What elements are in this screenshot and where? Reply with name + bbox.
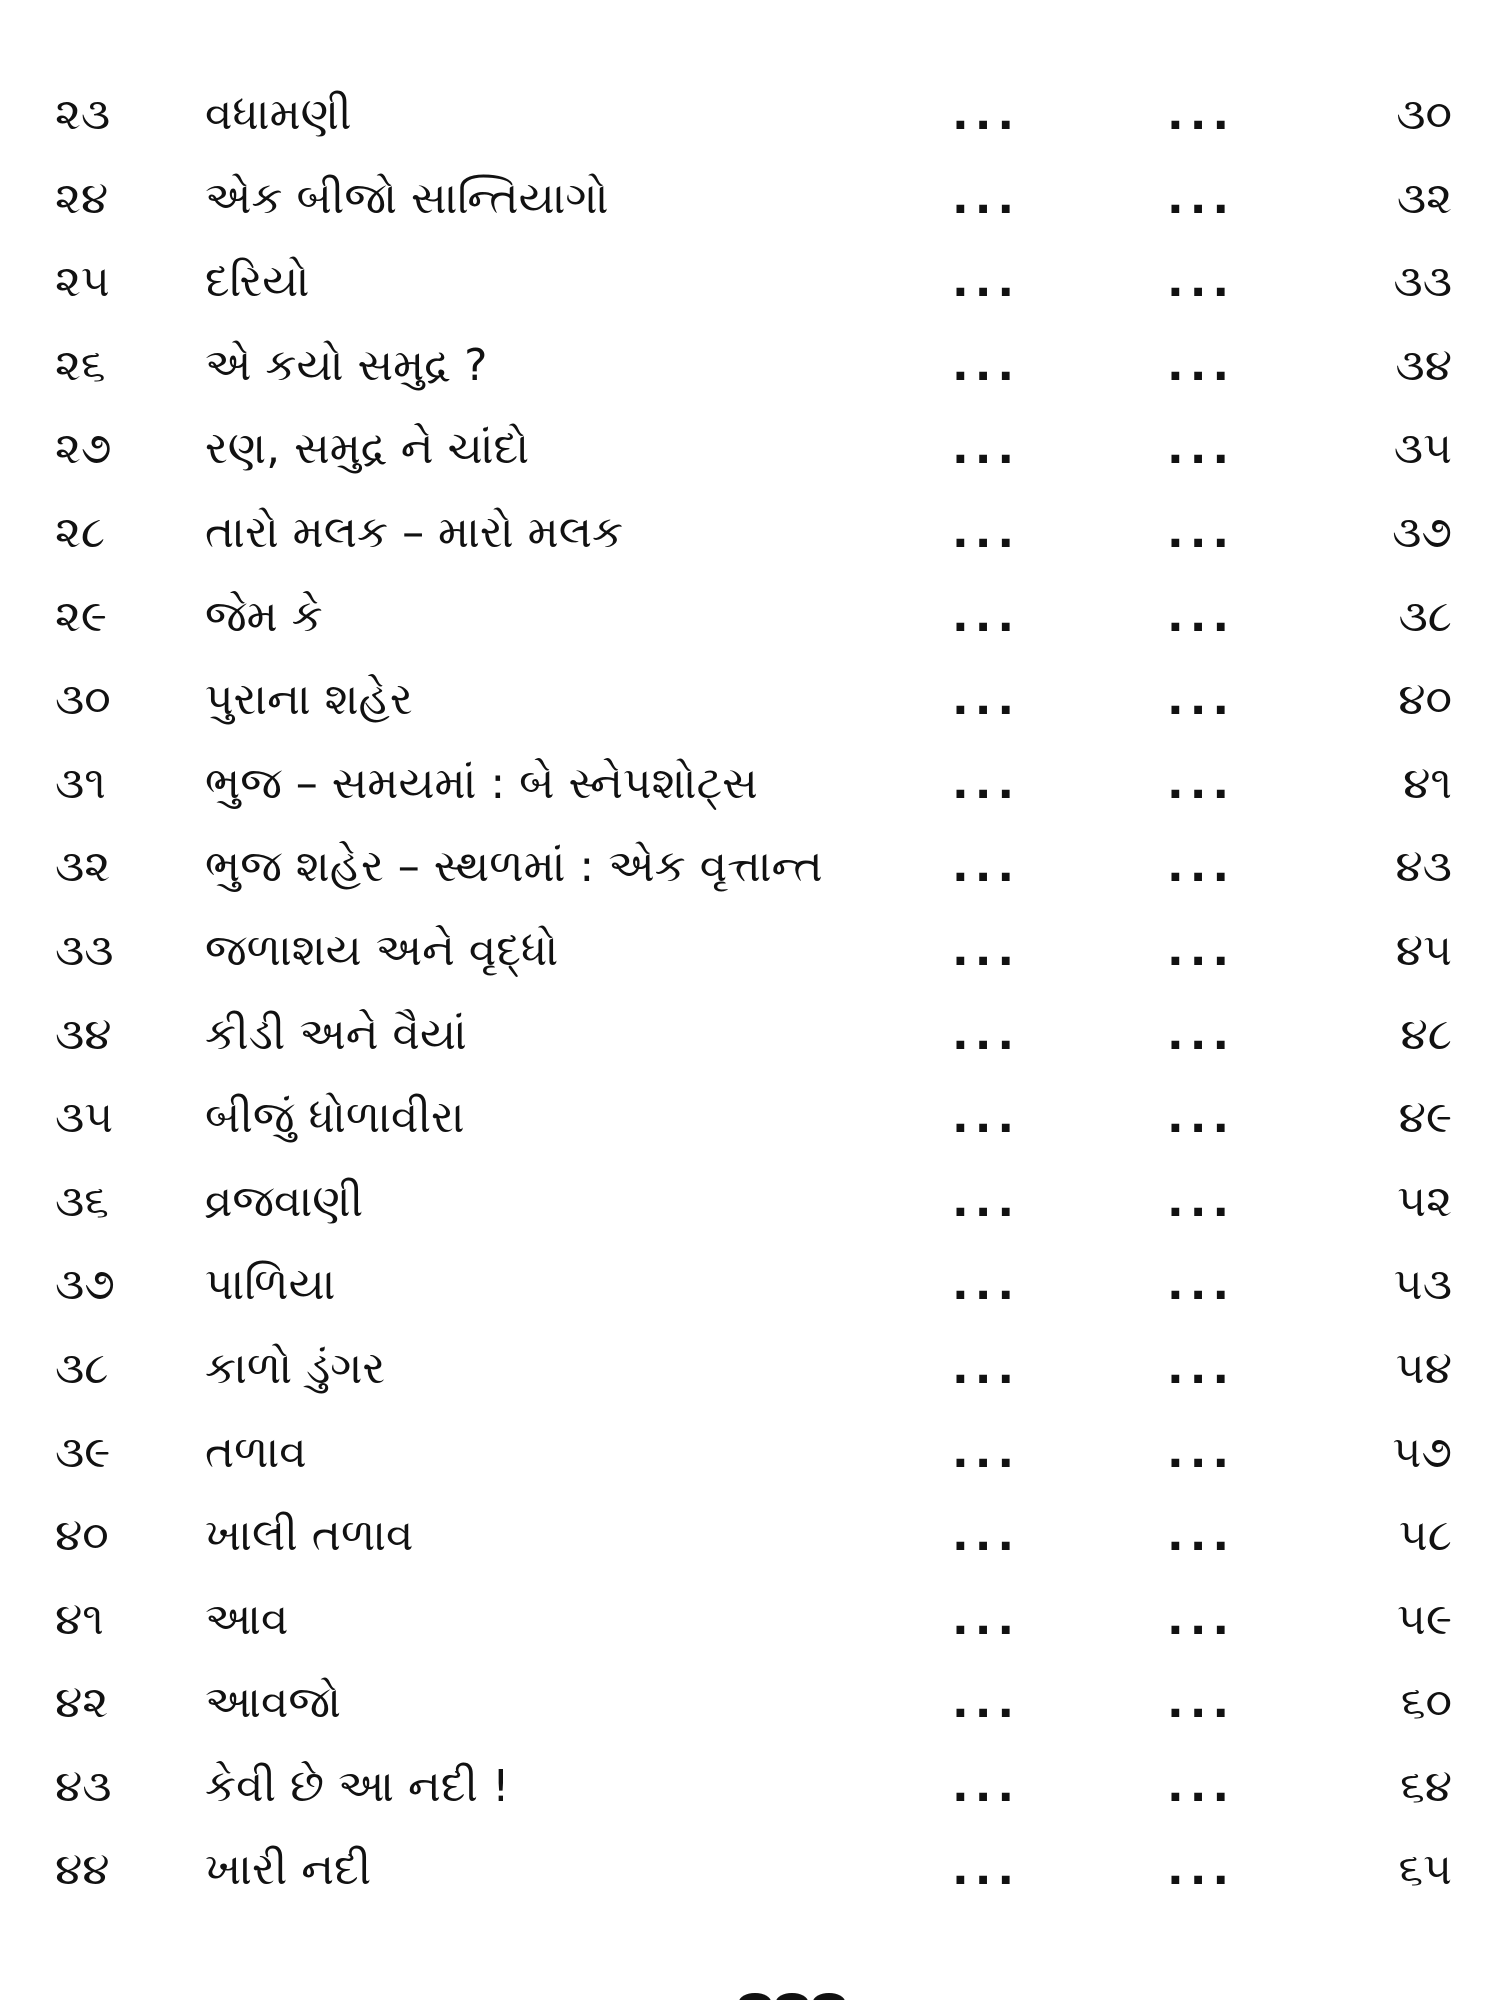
dot-leader: ... (952, 1677, 1021, 1729)
dot-leader: ... (952, 1092, 1021, 1144)
entry-page-number: ૩૩ (1393, 256, 1452, 308)
entry-title: તળાવ (205, 1426, 307, 1478)
dot-leader: ... (1167, 89, 1236, 140)
toc-entry (0, 1668, 1500, 1752)
entry-page-number: ૪૩ (1395, 841, 1452, 893)
entry-page-number: ૫૨ (1397, 1175, 1452, 1227)
toc-entry (0, 749, 1500, 833)
entry-title: એ કયો સમુદ્ર ? (205, 339, 488, 391)
toc-entry (0, 1250, 1500, 1334)
dot-leader: ... (1167, 590, 1236, 642)
entry-number: ૪૦ (55, 1510, 109, 1562)
entry-number: ૨૮ (55, 506, 106, 558)
entry-page-number: ૩૫ (1393, 423, 1452, 475)
entry-number: ૪૨ (55, 1677, 109, 1729)
dot-leader: ... (1167, 172, 1236, 224)
entry-page-number: ૪૦ (1398, 674, 1452, 726)
dot-leader: ... (1167, 1760, 1236, 1812)
entry-page-number: ૩૨ (1396, 172, 1452, 224)
dot-leader: ... (952, 841, 1021, 893)
entry-page-number: ૫૩ (1393, 1259, 1452, 1311)
dot-leader: ... (952, 924, 1021, 976)
entry-title: કીડી અને વૈયાં (205, 1008, 467, 1060)
toc-entry (0, 1418, 1500, 1502)
dot-leader: ... (952, 1175, 1021, 1227)
dot-leader: ... (1167, 1593, 1236, 1645)
entry-page-number: ૫૭ (1392, 1426, 1452, 1478)
dot-leader: ... (952, 1760, 1021, 1812)
dot-leader: ... (1167, 924, 1236, 976)
toc-entry (0, 832, 1500, 916)
dot-leader: ... (1167, 339, 1236, 391)
entry-title: જળાશય અને વૃદ્ધો (205, 924, 559, 976)
entry-number: ૩૧ (55, 757, 106, 809)
entry-title: વધામણી (205, 89, 352, 140)
dot-leader: ... (1167, 256, 1236, 308)
dot-leader: ... (1167, 1677, 1236, 1729)
entry-number: ૨૩ (55, 89, 111, 140)
toc-entry (0, 498, 1500, 582)
entry-number: ૩૬ (55, 1175, 109, 1227)
dot-leader: ... (1167, 1510, 1236, 1562)
dot-leader: ... (952, 1844, 1021, 1896)
entry-page-number: ૩૮ (1398, 590, 1452, 642)
dot-leader: ... (952, 506, 1021, 558)
entry-page-number: ૫૯ (1397, 1593, 1452, 1645)
entry-number: ૨૫ (55, 256, 110, 308)
entry-number: ૩૦ (55, 674, 111, 726)
dot-leader: ... (952, 590, 1021, 642)
toc-entry (0, 916, 1500, 1000)
entry-title: ભુજ – સમયમાં : બે સ્નેપશોટ્સ (205, 757, 758, 809)
dot-leader: ... (1167, 1175, 1236, 1227)
entry-number: ૩૭ (55, 1259, 115, 1311)
entry-page-number: ૪૯ (1398, 1092, 1452, 1144)
entry-title: આવ (205, 1593, 289, 1645)
toc-entry (0, 582, 1500, 666)
dot-leader: ... (952, 172, 1021, 224)
dot-leader: ... (952, 1259, 1021, 1311)
entry-number: ૨૭ (55, 423, 112, 475)
page-number-fragment (735, 1990, 850, 2000)
entry-title: ખારી નદી (205, 1844, 372, 1896)
entry-title: ખાલી તળાવ (205, 1510, 414, 1562)
entry-page-number: ૩૪ (1395, 339, 1452, 391)
dot-leader: ... (952, 1426, 1021, 1478)
entry-title: રણ, સમુદ્ર ને ચાંદો (205, 423, 530, 475)
entry-page-number: ૬૫ (1398, 1844, 1452, 1896)
toc-entry (0, 80, 1500, 164)
entry-number: ૪૧ (55, 1593, 104, 1645)
toc-entry (0, 247, 1500, 331)
toc-entry (0, 1835, 1500, 1919)
entry-number: ૩૫ (55, 1092, 114, 1144)
toc-entry (0, 414, 1500, 498)
dot-leader: ... (952, 674, 1021, 726)
entry-page-number: ૩૭ (1392, 506, 1452, 558)
entry-title: કેવી છે આ નદી ! (205, 1760, 510, 1812)
entry-number: ૪૪ (55, 1844, 110, 1896)
entry-number: ૨૯ (55, 590, 107, 642)
dot-leader: ... (952, 423, 1021, 475)
entry-title: પુરાના શહેર (205, 674, 413, 726)
entry-title: જેમ કે (205, 590, 323, 642)
dot-leader: ... (952, 757, 1021, 809)
entry-number: ૩૯ (55, 1426, 111, 1478)
entry-title: બીજું ધોળાવીરા (205, 1092, 465, 1144)
entry-page-number: ૪૮ (1400, 1008, 1452, 1060)
dot-leader: ... (1167, 1426, 1236, 1478)
dot-leader: ... (1167, 674, 1236, 726)
toc-entry (0, 665, 1500, 749)
entry-title: વ્રજવાણી (205, 1175, 364, 1227)
toc-entry (0, 1501, 1500, 1585)
entry-number: ૩૩ (55, 924, 114, 976)
dot-leader: ... (1167, 841, 1236, 893)
entry-page-number: ૫૪ (1395, 1342, 1452, 1394)
toc-entry (0, 164, 1500, 248)
dot-leader: ... (1167, 1092, 1236, 1144)
entry-title: એક બીજો સાન્તિયાગો (205, 172, 609, 224)
entry-page-number: ૪૧ (1403, 757, 1452, 809)
entry-number: ૩૨ (55, 841, 111, 893)
entry-page-number: ૬૪ (1400, 1760, 1452, 1812)
entry-number: ૪૩ (55, 1760, 112, 1812)
toc-entry (0, 1334, 1500, 1418)
toc-entry (0, 1083, 1500, 1167)
entry-page-number: ૩૦ (1396, 89, 1452, 140)
entry-page-number: ૫૮ (1398, 1510, 1452, 1562)
entry-number: ૨૬ (55, 339, 106, 391)
dot-leader: ... (1167, 1259, 1236, 1311)
entry-title: તારો મલક – મારો મલક (205, 506, 624, 558)
entry-title: પાળિયા (205, 1259, 336, 1311)
entry-page-number: ૬૦ (1400, 1677, 1452, 1729)
entry-number: ૨૪ (55, 172, 109, 224)
toc-entry (0, 1167, 1500, 1251)
entry-title: કાળો ડુંગર (205, 1342, 386, 1394)
dot-leader: ... (952, 89, 1021, 140)
toc-entry (0, 1752, 1500, 1836)
entry-title: આવજો (205, 1677, 342, 1729)
dot-leader: ... (1167, 1342, 1236, 1394)
dot-leader: ... (1167, 757, 1236, 809)
toc-entry (0, 1000, 1500, 1084)
dot-leader: ... (952, 1593, 1021, 1645)
entry-number: ૩૮ (55, 1342, 109, 1394)
dot-leader: ... (1167, 1844, 1236, 1896)
toc-entry (0, 331, 1500, 415)
dot-leader: ... (952, 1008, 1021, 1060)
dot-leader: ... (952, 339, 1021, 391)
entry-title: ભુજ શહેર – સ્થળમાં : એક વૃત્તાન્ત (205, 841, 823, 893)
dot-leader: ... (1167, 1008, 1236, 1060)
dot-leader: ... (1167, 423, 1236, 475)
dot-leader: ... (952, 1510, 1021, 1562)
entry-title: દરિયો (205, 256, 310, 308)
table-of-contents (0, 80, 1500, 1919)
toc-entry (0, 1585, 1500, 1669)
dot-leader: ... (1167, 506, 1236, 558)
entry-page-number: ૪૫ (1395, 924, 1452, 976)
entry-number: ૩૪ (55, 1008, 112, 1060)
dot-leader: ... (952, 1342, 1021, 1394)
dot-leader: ... (952, 256, 1021, 308)
